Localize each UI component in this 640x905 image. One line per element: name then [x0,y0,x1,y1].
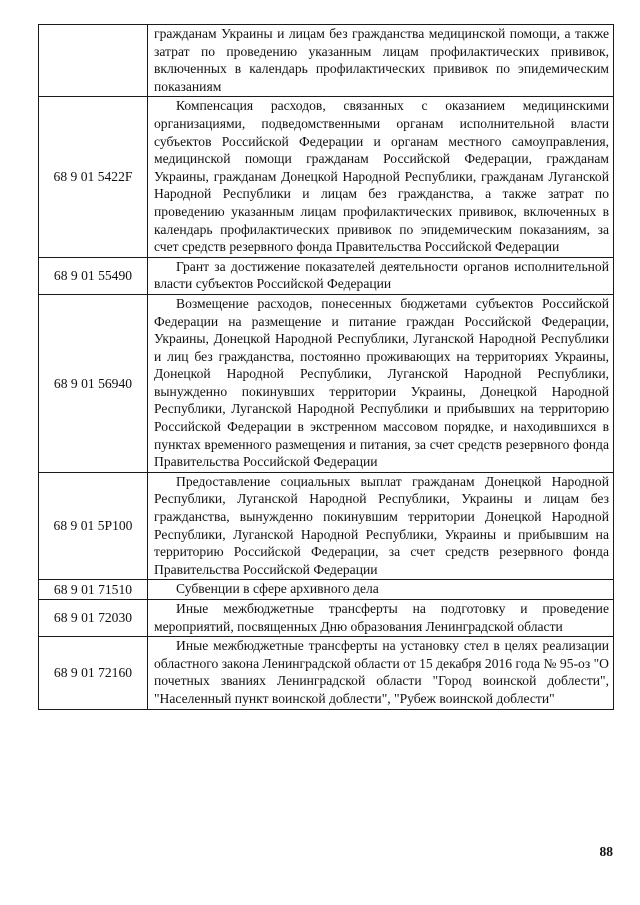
classification-code: 68 9 01 72160 [39,637,148,709]
row-description: Грант за достижение показателей деятельности органов исполнительной власти субъектов Российской Федерации [148,257,614,294]
row-description: Иные межбюджетные трансферты на установку стел в целях реализации областного закона Ленинградской области от 15 декабря 2016 года № 95-оз "О почетных званиях Ленинградской области "Город воинской доблести", "Населенный пункт воинской доблести", "Рубеж воинской доблести" [148,637,614,709]
classification-code: 68 9 01 72030 [39,600,148,637]
row-description: гражданам Украины и лицам без гражданства медицинской помощи, а также затрат по проведению указанным лицам профилактических прививок, включенных в календарь профилактических прививок по эпидемическим показаниям [148,25,614,97]
classification-code: 68 9 01 56940 [39,294,148,472]
table-row [39,637,614,709]
table-row [39,294,614,472]
classification-code: 68 9 01 5422F [39,97,148,257]
page-number: 88 [599,844,613,859]
table-row [39,472,614,580]
table-row [39,580,614,600]
classification-code [39,25,148,97]
classification-code: 68 9 01 5Р100 [39,472,148,580]
table-row [39,97,614,257]
classification-code: 68 9 01 71510 [39,580,148,600]
table-row [39,600,614,637]
row-description: Предоставление социальных выплат гражданам Донецкой Народной Республики, Луганской Народной Республики, Украины и лицам без гражданства, вынужденно покинувшим территории Донецкой Народной Республики, Луганской Народной Республики, Украины и прибывшим на территорию Российской Федерации, за счет средств резервного фонда Правительства Российской Федерации [148,472,614,580]
budget-classification-table [38,24,614,710]
table-row [39,257,614,294]
row-description: Компенсация расходов, связанных с оказанием медицинскими организациями, подведомственными органам исполнительной власти субъектов Российской Федерации и органам местного самоуправления, медицинской помощи гражданам Российской Федерации, гражданам Украины, гражданам Донецкой Народной Республики, гражданам Луганской Народной Республики и лицам без гражданства, а также затрат по проведению указанным лицам профилактических прививок, включенных в календарь профилактических прививок по эпидемическим показаниям, за счет средств резервного фонда Правительства Российской Федерации [148,97,614,257]
row-description: Возмещение расходов, понесенных бюджетами субъектов Российской Федерации на размещение и питание граждан Российской Федерации, Украины, Донецкой Народной Республики, Луганской Народной Республики и лиц без гражданства, постоянно проживающих на территориях Украины, Донецкой Народной Республики, Луганской Народной Республики, вынужденно покинувших территории Украины, Донецкой Народной Республики, Луганской Народной Республики и прибывших на территорию Российской Федерации в экстренном массовом порядке, и находившихся в пунктах временного размещения и питания, за счет средств резервного фонда Правительства Российской Федерации [148,294,614,472]
table-row [39,25,614,97]
classification-code: 68 9 01 55490 [39,257,148,294]
row-description: Субвенции в сфере архивного дела [148,580,614,600]
row-description: Иные межбюджетные трансферты на подготовку и проведение мероприятий, посвященных Дню образования Ленинградской области [148,600,614,637]
